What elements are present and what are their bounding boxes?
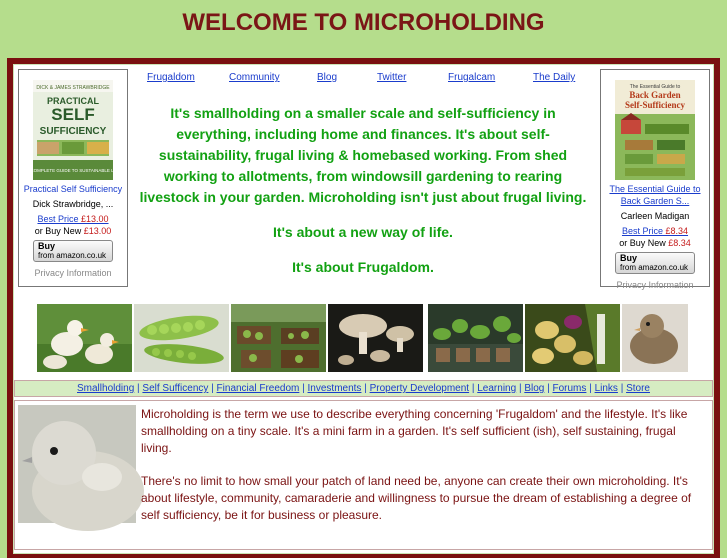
hero-paragraph: It's smallholding on a smaller scale and self-sufficiency in everything, including home and finances. It's about self-sustainability, frugal living & homebased working. From shed working to allotments, from windowsill gardening to rearing livestock in your garden. Microholding isn't just about frugal living. <box>139 105 587 205</box>
book-title-link[interactable]: The Essential Guide to Back Garden S... <box>609 184 701 206</box>
book-cover-image[interactable] <box>20 80 126 180</box>
link-learning[interactable]: Learning <box>477 383 517 394</box>
nav-link-twitter[interactable]: Twitter <box>377 72 407 83</box>
buy-new-price <box>601 238 709 248</box>
mushrooms-photo[interactable] <box>328 304 423 372</box>
nav-link-frugalcam[interactable]: Frugalcam <box>448 72 496 83</box>
link-links[interactable]: Links <box>594 383 618 394</box>
privacy-information-link[interactable]: Privacy Information <box>616 280 694 290</box>
svg-text:SELF: SELF <box>51 105 95 124</box>
buy-new-label: or Buy New <box>34 226 82 236</box>
best-price-link[interactable] <box>19 214 127 224</box>
privacy-information-link[interactable]: Privacy Information <box>34 268 112 278</box>
book-cover-image[interactable] <box>615 80 695 180</box>
link-investments[interactable]: Investments <box>307 383 362 394</box>
raised-beds-photo[interactable] <box>231 304 326 372</box>
buy-from-amazon-button[interactable] <box>615 252 695 274</box>
buy-new-value: £8.34 <box>668 238 691 248</box>
chick-photo[interactable] <box>622 304 688 372</box>
svg-text:Self-Sufficiency: Self-Sufficiency <box>625 100 685 110</box>
link-store[interactable]: Store <box>626 383 650 394</box>
book-title-link[interactable]: Practical Self Sufficiency <box>23 184 123 194</box>
best-price-label: Best Price <box>621 226 663 236</box>
ducklings-photo[interactable] <box>37 304 132 372</box>
chick-closeup-photo <box>18 405 136 523</box>
link-financial-freedom[interactable]: Financial Freedom <box>216 383 300 394</box>
best-price-value: £8.34 <box>665 226 689 236</box>
about-paragraph-2: There's no limit to how small your patch of land need be, anyone can create their own microholding. It's about lifestyle, community, camaraderie and willingness to pursue the dream of establishing a degree of self sufficiency, be it for business or pleasure. <box>141 474 692 522</box>
vegetables-photo[interactable] <box>525 304 620 372</box>
seedlings-photo[interactable] <box>428 304 523 372</box>
best-price-link[interactable] <box>601 226 709 236</box>
peas-photo[interactable] <box>134 304 229 372</box>
svg-text:The Essential Guide to: The Essential Guide to <box>629 84 681 90</box>
buy-new-price <box>19 226 127 236</box>
svg-text:THE COMPLETE GUIDE TO SUSTAINA: THE COMPLETE GUIDE TO SUSTAINABLE LIVING <box>20 168 126 173</box>
nav-link-the-daily[interactable]: The Daily <box>533 72 576 83</box>
amazon-label: from amazon.co.uk <box>38 251 107 260</box>
book-author: Dick Strawbridge, ... <box>32 199 114 209</box>
buy-from-amazon-button[interactable] <box>33 240 113 262</box>
link-self-sufficency[interactable]: Self Sufficency <box>142 383 209 394</box>
nav-link-blog[interactable]: Blog <box>317 72 338 83</box>
nav-link-community[interactable]: Community <box>229 72 280 83</box>
hero-text <box>132 103 594 278</box>
about-text <box>141 406 706 524</box>
hero-tagline-frugaldom: It's about Frugaldom. <box>292 259 434 275</box>
link-smallholding[interactable]: Smallholding <box>77 383 135 394</box>
amazon-ad-left <box>18 69 128 287</box>
top-nav <box>132 72 596 86</box>
buy-label: Buy <box>38 241 56 251</box>
book-author: Carleen Madigan <box>620 211 690 221</box>
best-price-value: £13.00 <box>81 214 109 224</box>
about-paragraph-1: Microholding is the term we use to describe everything concerning 'Frugaldom' and the lifestyle. It's like smallholding on a tiny scale. It's a mini farm in a garden. It's self sufficient (ish), self sustaining, frugal living. <box>141 407 688 455</box>
buy-label: Buy <box>620 253 638 263</box>
svg-text:SUFFICIENCY: SUFFICIENCY <box>39 126 107 137</box>
nav-link-frugaldom[interactable]: Frugaldom <box>147 72 195 83</box>
page-title: WELCOME TO MICROHOLDING <box>182 9 545 36</box>
hero-tagline: It's about a new way of life. <box>273 224 453 240</box>
svg-text:PRACTICAL: PRACTICAL <box>47 96 99 106</box>
best-price-label: Best Price <box>37 214 79 224</box>
amazon-ad-right <box>600 69 710 290</box>
buy-new-label: or Buy New <box>619 238 666 248</box>
buy-new-value: £13.00 <box>83 226 112 236</box>
svg-text:Back Garden: Back Garden <box>629 90 681 100</box>
section-links-bar: Smallholding | Self Sufficency | Financial Freedom | Investments | Property Development | Learning | Blog | Forums | Links | Store <box>14 380 713 397</box>
amazon-label: from amazon.co.uk <box>620 263 689 272</box>
svg-text:DICK & JAMES STRAWBRIDGE: DICK & JAMES STRAWBRIDGE <box>36 85 110 91</box>
link-blog[interactable]: Blog <box>524 383 545 394</box>
link-forums[interactable]: Forums <box>552 383 587 394</box>
link-property-development[interactable]: Property Development <box>369 383 470 394</box>
